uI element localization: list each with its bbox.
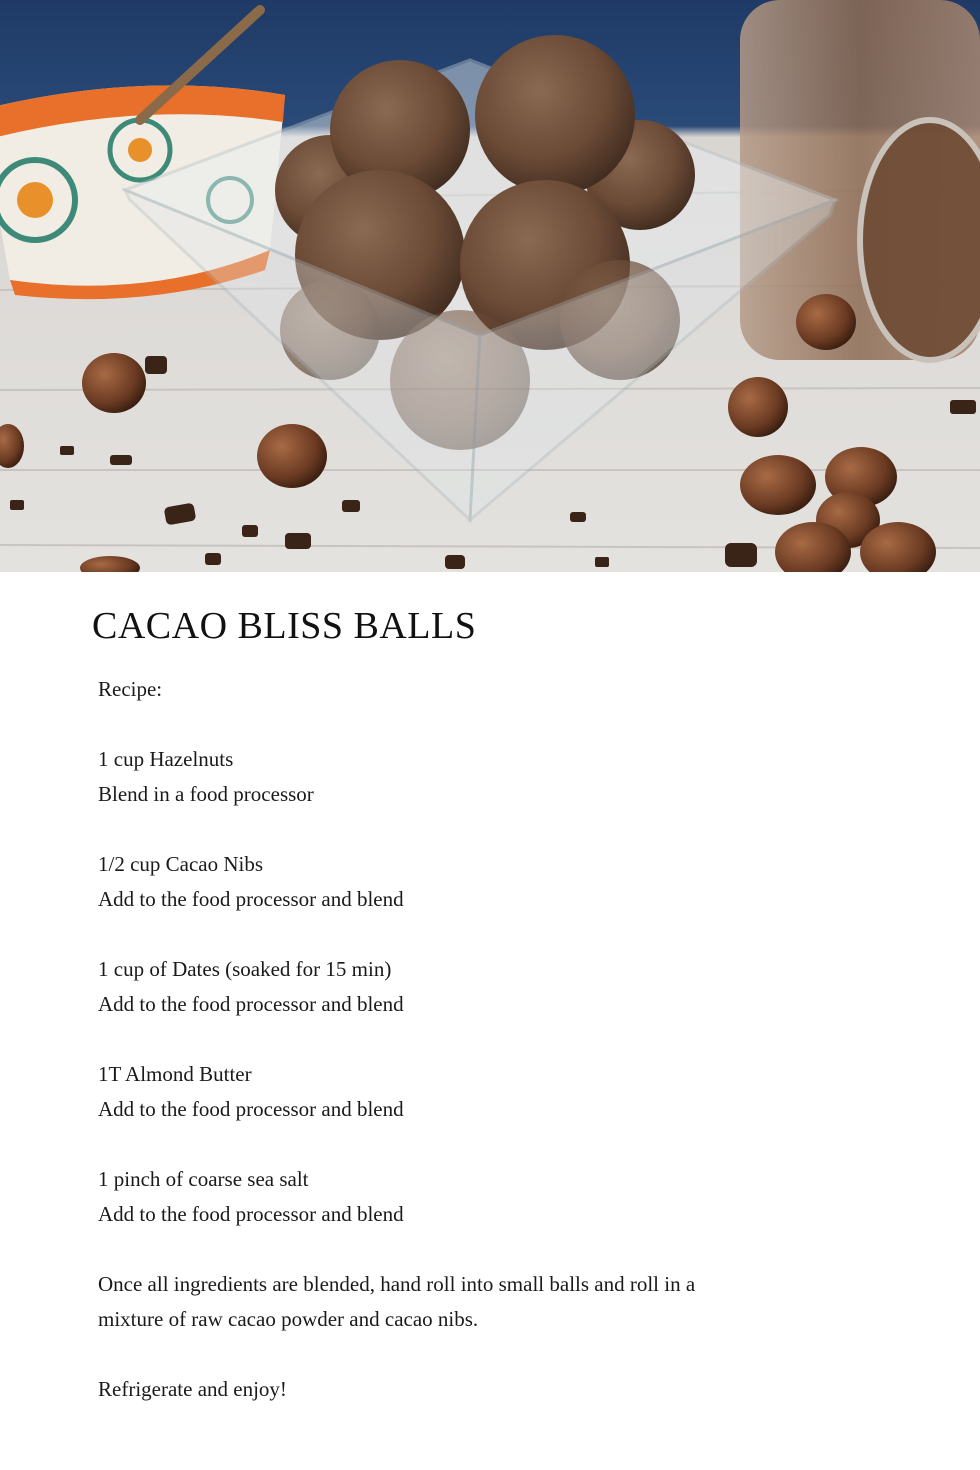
page-title: CACAO BLISS BALLS (92, 605, 477, 647)
step-instruction: Add to the food processor and blend (98, 887, 404, 911)
final-instruction-line: mixture of raw cacao powder and cacao nibs. (98, 1307, 479, 1331)
spacer (98, 917, 858, 952)
recipe-label: Recipe: (98, 677, 163, 701)
step-ingredient: 1/2 cup Cacao Nibs (98, 852, 264, 876)
step-instruction: Add to the food processor and blend (98, 992, 404, 1016)
step-ingredient: 1 pinch of coarse sea salt (98, 1167, 309, 1191)
closing-line: Refrigerate and enjoy! (98, 1377, 287, 1401)
spacer (98, 1232, 858, 1267)
recipe-body (98, 672, 858, 1407)
step-ingredient: 1 cup Hazelnuts (98, 747, 234, 771)
step-instruction: Blend in a food processor (98, 782, 314, 806)
spacer (98, 812, 858, 847)
final-instruction-line: Once all ingredients are blended, hand roll into small balls and roll in a (98, 1272, 696, 1296)
spacer (98, 1337, 858, 1372)
spacer (98, 1127, 858, 1162)
spacer (98, 1022, 858, 1057)
spacer (98, 707, 858, 742)
step-instruction: Add to the food processor and blend (98, 1202, 404, 1226)
step-ingredient: 1 cup of Dates (soaked for 15 min) (98, 957, 392, 981)
hero-photo (0, 0, 980, 572)
step-instruction: Add to the food processor and blend (98, 1097, 404, 1121)
hero-illustration (0, 0, 980, 572)
step-ingredient: 1T Almond Butter (98, 1062, 252, 1086)
